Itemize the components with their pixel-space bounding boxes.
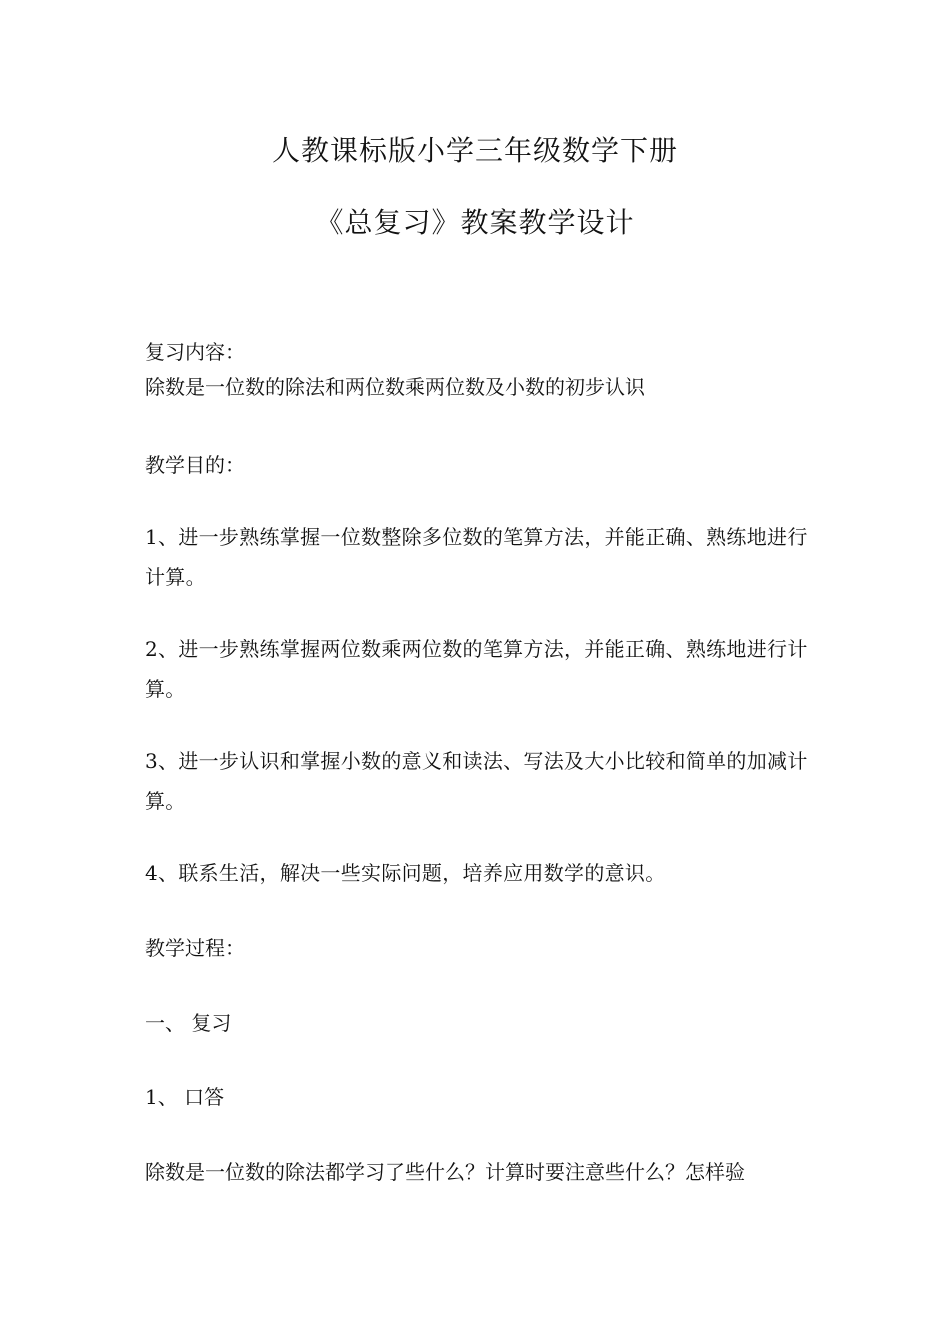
objective-item-4: 4、联系生活，解决一些实际问题，培养应用数学的意识。 (145, 861, 666, 885)
objective-item-1: 1、进一步熟练掌握一位数整除多位数的笔算方法，并能正确、熟练地进行计算。 (145, 525, 808, 589)
review-content-text: 除数是一位数的除法和两位数乘两位数及小数的初步认识 (145, 375, 645, 399)
item-heading-oral-answer: 1、 口答 (145, 1085, 225, 1109)
document-title-line-1: 人教课标版小学三年级数学下册 (271, 134, 678, 167)
process-label: 教学过程： (145, 936, 245, 960)
question-text: 除数是一位数的除法都学习了些什么？计算时要注意些什么？怎样验 (145, 1160, 745, 1184)
objectives-label: 教学目的： (145, 453, 245, 477)
review-content-label: 复习内容： (145, 340, 245, 364)
objective-item-3: 3、进一步认识和掌握小数的意义和读法、写法及大小比较和简单的加减计算。 (145, 749, 808, 813)
document-title-line-2: 《总复习》教案教学设计 (315, 206, 635, 239)
section-heading-review: 一、 复习 (145, 1011, 232, 1035)
objective-item-2: 2、进一步熟练掌握两位数乘两位数的笔算方法，并能正确、熟练地进行计算。 (145, 637, 808, 701)
